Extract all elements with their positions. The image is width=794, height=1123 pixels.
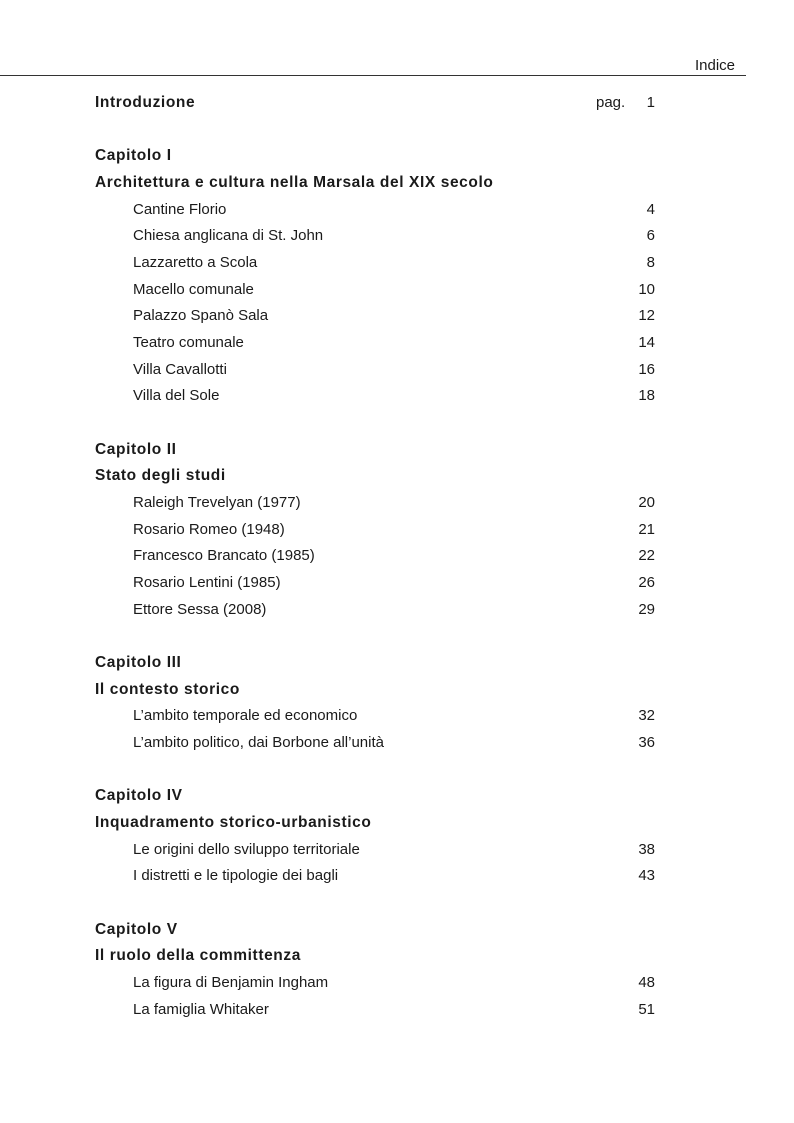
page-number: 16 [638, 361, 655, 378]
page-number: 36 [638, 734, 655, 751]
toc-entry [0, 334, 794, 356]
chapter-title-row [0, 467, 794, 489]
toc-entry [0, 547, 794, 569]
chapter-title-row [0, 814, 794, 836]
pag-label: pag. [596, 94, 626, 111]
toc-entry [0, 974, 794, 996]
toc-entry [0, 281, 794, 303]
chapter-label-row [0, 787, 794, 809]
toc-entry [0, 254, 794, 276]
page-number: 22 [638, 547, 655, 564]
page-number: 18 [638, 387, 655, 404]
page-number: 4 [646, 201, 655, 218]
toc-entry [0, 227, 794, 249]
entry-title: Rosario Romeo (1948) [133, 521, 285, 538]
entry-title: Raleigh Trevelyan (1977) [133, 494, 301, 511]
entry-title: Palazzo Spanò Sala [133, 307, 269, 324]
page-number: 20 [638, 494, 655, 511]
toc-entry [0, 1001, 794, 1023]
entry-title: Cantine Florio [133, 201, 227, 218]
chapter-title: Il ruolo della committenza [95, 947, 301, 964]
chapter-label-row [0, 921, 794, 943]
toc-entry [0, 201, 794, 223]
chapter-title-row [0, 947, 794, 969]
entry-title: L’ambito politico, dai Borbone all’unità [133, 734, 384, 751]
page-number: 12 [638, 307, 655, 324]
entry-title: Le origini dello sviluppo territoriale [133, 841, 360, 858]
entry-title: La figura di Benjamin Ingham [133, 974, 329, 991]
page-number: 43 [638, 867, 655, 884]
entry-title: Francesco Brancato (1985) [133, 547, 315, 564]
toc-entry [0, 307, 794, 329]
page-number: 1 [646, 94, 655, 111]
page-number: 26 [638, 574, 655, 591]
page-number: 8 [646, 254, 655, 271]
entry-title: I distretti e le tipologie dei bagli [133, 867, 339, 884]
toc-entry [0, 494, 794, 516]
page-number: 6 [646, 227, 655, 244]
chapter-label-row [0, 441, 794, 463]
chapter-label: Capitolo V [95, 921, 178, 938]
header-rule [0, 75, 746, 76]
chapter-label-row [0, 147, 794, 169]
chapter-title-row [0, 681, 794, 703]
entry-title: Villa Cavallotti [133, 361, 227, 378]
toc-entry [0, 361, 794, 383]
toc-row-intro [0, 94, 794, 116]
page-number: 32 [638, 707, 655, 724]
chapter-label: Capitolo I [95, 147, 172, 164]
entry-title: Rosario Lentini (1985) [133, 574, 281, 591]
chapter-title: Architettura e cultura nella Marsala del XIX secolo [95, 174, 494, 191]
page-number: 29 [638, 601, 655, 618]
entry-title: Lazzaretto a Scola [133, 254, 258, 271]
toc-entry [0, 601, 794, 623]
intro-label: Introduzione [95, 94, 196, 111]
toc-entry [0, 387, 794, 409]
page-number: 51 [638, 1001, 655, 1018]
toc-entry [0, 841, 794, 863]
running-header-title: Indice [694, 57, 735, 74]
entry-title: Teatro comunale [133, 334, 244, 351]
toc-entry [0, 707, 794, 729]
chapter-label: Capitolo II [95, 441, 177, 458]
toc-entry [0, 521, 794, 543]
page-number: 48 [638, 974, 655, 991]
page-number: 38 [638, 841, 655, 858]
entry-title: Chiesa anglicana di St. John [133, 227, 324, 244]
page-number: 14 [638, 334, 655, 351]
entry-title: Macello comunale [133, 281, 254, 298]
toc-entry [0, 574, 794, 596]
chapter-label-row [0, 654, 794, 676]
chapter-label: Capitolo III [95, 654, 182, 671]
entry-title: L’ambito temporale ed economico [133, 707, 358, 724]
entry-title: Villa del Sole [133, 387, 220, 404]
chapter-title-row [0, 174, 794, 196]
entry-title: La famiglia Whitaker [133, 1001, 269, 1018]
chapter-title: Il contesto storico [95, 681, 240, 698]
chapter-title: Stato degli studi [95, 467, 226, 484]
toc-entry [0, 867, 794, 889]
page-number: 21 [638, 521, 655, 538]
entry-title: Ettore Sessa (2008) [133, 601, 267, 618]
toc-entry [0, 734, 794, 756]
chapter-label: Capitolo IV [95, 787, 183, 804]
chapter-title: Inquadramento storico-urbanistico [95, 814, 372, 831]
page-number: 10 [638, 281, 655, 298]
